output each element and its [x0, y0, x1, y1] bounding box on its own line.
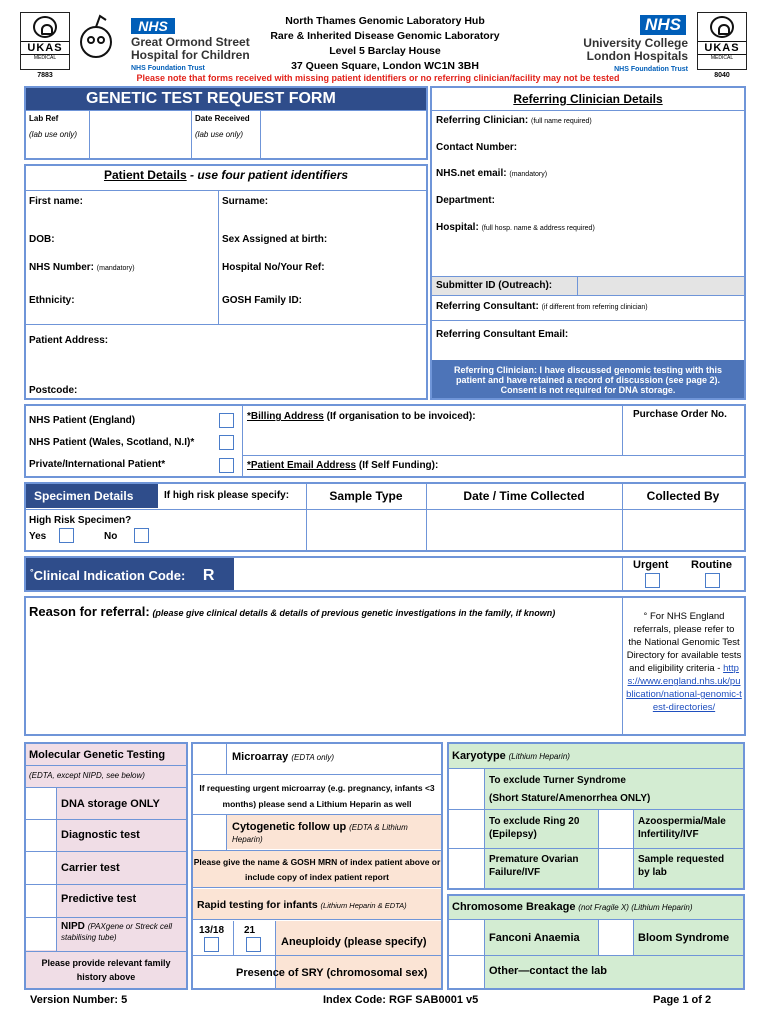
patient-email-label: *Patient Email Address: [247, 460, 357, 471]
azoospermia-label: Azoospermia/Male Infertility/IVF: [638, 816, 726, 840]
nipd-label: NIPD: [61, 921, 85, 932]
department-label: Department:: [436, 195, 495, 206]
uclh-name-line1: University College: [583, 36, 688, 50]
address-line: North Thames Genomic Laboratory Hub: [285, 15, 485, 27]
pof-checkbox[interactable]: [449, 849, 484, 888]
ukas-number-right: 8040: [714, 72, 730, 79]
pof-label: Premature Ovarian Failure/IVF: [489, 854, 579, 878]
test-directory-link[interactable]: https://www.england.nhs.uk/publication/national-genomic-test-directories/: [626, 663, 742, 713]
high-risk-specify-label: If high risk please specify:: [164, 490, 290, 501]
private-patient-checkbox[interactable]: [219, 458, 234, 473]
carrier-test-checkbox[interactable]: [26, 852, 56, 884]
sry-label: Presence of SRY (chromosomal sex): [236, 967, 428, 979]
missing-identifier-warning: Please note that forms received with missing patient identifiers or no referring clinician/facility may not be tested: [136, 73, 620, 83]
reason-for-referral-label: Reason for referral:: [29, 604, 150, 619]
family-history-note: Please provide relevant family history above: [41, 958, 171, 982]
date-time-header: Date / Time Collected: [463, 489, 585, 503]
clinician-declaration: Referring Clinician: I have discussed genomic testing with this patient and have retained a record of discussion (see page 2). Consent is not required for DNA storage.: [432, 360, 744, 398]
referring-clinician-note: (full name required): [531, 118, 592, 125]
ring20-label: To exclude Ring 20 (Epilepsy): [489, 816, 580, 840]
aneuploidy-label: Aneuploidy (please specify): [281, 936, 427, 948]
sample-type-header: Sample Type: [329, 489, 403, 503]
microarray-checkbox[interactable]: [193, 744, 226, 774]
sample-by-lab-label: Sample requested by lab: [638, 854, 725, 878]
lab-address: [245, 14, 525, 74]
nhs-logo-uclh: NHS: [640, 15, 686, 35]
ukas-number-left: 7883: [37, 72, 53, 79]
ukas-sub: MEDICAL: [33, 55, 57, 61]
bloom-label: Bloom Syndrome: [638, 932, 730, 944]
turner-criteria: (Short Stature/Amenorrhea ONLY): [489, 793, 651, 804]
diagnostic-test-label: Diagnostic test: [61, 829, 140, 841]
gosh-name-line1: Great Ormond Street: [131, 35, 250, 49]
surname-label: Surname:: [222, 196, 269, 207]
rapid-testing-label: Rapid testing for infants: [197, 899, 318, 911]
molecular-testing-title: Molecular Genetic Testing: [29, 749, 166, 761]
lab-ref-label: Lab Ref: [29, 114, 59, 123]
address-line: Rare & Inherited Disease Genomic Laboratory: [270, 30, 500, 42]
hospital-note: (full hosp. name & address required): [481, 225, 595, 232]
ukas-logo-left: [20, 12, 70, 70]
high-risk-no-label: No: [104, 531, 118, 542]
ring20-checkbox[interactable]: [449, 810, 484, 848]
ukas-label: UKAS: [21, 41, 69, 55]
submitter-id-label: Submitter ID (Outreach):: [436, 280, 553, 291]
azoospermia-checkbox[interactable]: [598, 810, 633, 848]
purchase-order-label: Purchase Order No.: [633, 409, 727, 420]
dna-storage-label: DNA storage ONLY: [61, 798, 160, 810]
test-directory-note: ° For NHS England referrals, please refer to the National Genomic Test Directory for available tests and eligibility criteria -: [626, 611, 742, 674]
predictive-test-label: Predictive test: [61, 893, 137, 905]
specimen-details-title: Specimen Details: [26, 484, 158, 508]
trisomy-21-checkbox[interactable]: [246, 937, 261, 952]
billing-address-label: *Billing Address: [247, 411, 324, 422]
reason-for-referral-note: (please give clinical details & details of previous genetic investigations in the family, if known): [152, 608, 556, 618]
ukas-logo-right: [697, 12, 747, 70]
referring-consultant-label: Referring Consultant:: [436, 301, 539, 312]
postcode-label: Postcode:: [29, 385, 78, 396]
referring-clinician-label: Referring Clinician:: [436, 115, 529, 126]
trisomy-13-18-label: 13/18: [199, 925, 225, 936]
carrier-test-label: Carrier test: [61, 862, 120, 874]
uclh-name-line2: London Hospitals: [586, 49, 688, 63]
ethnicity-label: Ethnicity:: [29, 295, 75, 306]
microarray-note: (EDTA only): [291, 753, 334, 762]
diagnostic-test-checkbox[interactable]: [26, 820, 56, 851]
karyotype-note: (Lithium Heparin): [508, 752, 570, 761]
first-name-label: First name:: [29, 196, 83, 207]
breakage-note: (not Fragile X) (Lithium Heparin): [578, 903, 693, 912]
nhs-email-note: (mandatory): [509, 171, 548, 178]
rapid-testing-note: (Lithium Heparin & EDTA): [320, 901, 407, 910]
predictive-test-checkbox[interactable]: [26, 885, 56, 917]
cytogenetic-followup-label: Cytogenetic follow up: [232, 821, 347, 833]
collected-by-header: Collected By: [646, 489, 720, 503]
high-risk-label: High Risk Specimen?: [29, 515, 132, 526]
nhs-logo-gosh: NHS: [131, 18, 175, 34]
urgent-label: Urgent: [633, 559, 669, 571]
nhs-email-label: NHS.net email:: [436, 168, 507, 179]
urgent-checkbox[interactable]: [645, 573, 660, 588]
molecular-testing-note: (EDTA, except NIPD, see below): [29, 771, 145, 780]
karyotype-label: Karyotype: [452, 750, 506, 762]
urgent-microarray-note: If requesting urgent microarray (e.g. pregnancy, infants <3 months) please send a Lithium Heparin as well: [199, 783, 435, 809]
dob-label: DOB:: [29, 234, 55, 245]
patient-address-label: Patient Address:: [29, 335, 109, 346]
form-title: GENETIC TEST REQUEST FORM: [26, 88, 426, 110]
index-patient-note: Please give the name & GOSH MRN of index patient above or include copy of index patient report: [193, 850, 441, 888]
gosh-logo-icon: [78, 12, 118, 64]
nipd-checkbox[interactable]: [26, 918, 56, 951]
gosh-name-line2: Hospital for Children: [131, 48, 250, 62]
nhs-number-note: (mandatory): [96, 265, 135, 272]
date-received-note: (lab use only): [195, 130, 244, 139]
cytogenetic-followup-note: (EDTA & Lithium Heparin): [232, 823, 408, 844]
turner-label: To exclude Turner Syndrome: [489, 775, 626, 786]
date-received-label: Date Received: [195, 114, 250, 123]
address-line: 37 Queen Square, London WC1N 3BH: [291, 60, 479, 72]
routine-label: Routine: [691, 559, 732, 571]
hospital-no-label: Hospital No/Your Ref:: [222, 262, 325, 273]
trisomy-21-label: 21: [244, 925, 256, 936]
referring-consultant-note: (if different from referring clinician): [541, 304, 648, 311]
gosh-trust: NHS Foundation Trust: [131, 65, 205, 72]
trisomy-13-18-checkbox[interactable]: [204, 937, 219, 952]
crown-icon: [33, 16, 57, 38]
referring-clinician-title: Referring Clinician Details: [513, 92, 663, 106]
nhs-number-label: NHS Number:: [29, 262, 95, 273]
nipd-note: (PAXgene or Streck cell stabilising tube): [61, 922, 173, 942]
consultant-email-label: Referring Consultant Email:: [436, 329, 569, 340]
dna-storage-checkbox[interactable]: [26, 788, 56, 819]
index-code: Index Code: RGF SAB0001 v5: [323, 994, 479, 1006]
other-contact-lab-label: Other—contact the lab: [489, 965, 607, 977]
fanconi-checkbox[interactable]: [449, 920, 484, 955]
billing-address-note: (If organisation to be invoiced):: [326, 411, 476, 422]
gosh-family-id-label: GOSH Family ID:: [222, 295, 303, 306]
patient-details-title: Patient Details: [103, 168, 187, 182]
referring-clinician-box: [430, 86, 746, 400]
lab-ref-note: (lab use only): [29, 130, 78, 139]
other-checkbox[interactable]: [449, 956, 484, 988]
uclh-trust: NHS Foundation Trust: [614, 66, 688, 73]
clinical-code-prefix: R: [202, 567, 215, 584]
contact-number-label: Contact Number:: [436, 142, 518, 153]
address-line: Level 5 Barclay House: [329, 45, 441, 57]
patient-details-subtitle: - use four patient identifiers: [190, 168, 349, 182]
private-patient-label: Private/International Patient*: [29, 459, 166, 470]
degree-symbol: °: [30, 567, 34, 577]
bloom-checkbox[interactable]: [598, 920, 633, 955]
routine-checkbox[interactable]: [705, 573, 720, 588]
crown-icon: [710, 16, 734, 38]
fanconi-label: Fanconi Anaemia: [489, 932, 580, 944]
nhs-england-label: NHS Patient (England): [29, 415, 136, 426]
cytogenetic-followup-checkbox[interactable]: [193, 815, 226, 849]
clinical-indication-label: Clinical Indication Code:: [33, 568, 186, 583]
turner-checkbox[interactable]: [449, 769, 484, 809]
ukas-sub: MEDICAL: [710, 55, 734, 61]
high-risk-no-checkbox[interactable]: [134, 528, 149, 543]
nhs-england-checkbox[interactable]: [219, 413, 234, 428]
page-number: Page 1 of 2: [653, 994, 712, 1006]
nhs-other-checkbox[interactable]: [219, 435, 234, 450]
sex-label: Sex Assigned at birth:: [222, 234, 328, 245]
high-risk-yes-checkbox[interactable]: [59, 528, 74, 543]
nhs-other-label: NHS Patient (Wales, Scotland, N.I)*: [29, 437, 195, 448]
by-lab-checkbox[interactable]: [598, 849, 633, 888]
hospital-label: Hospital:: [436, 222, 479, 233]
ukas-label: UKAS: [698, 41, 746, 55]
breakage-label: Chromosome Breakage: [452, 901, 576, 913]
high-risk-yes-label: Yes: [29, 531, 47, 542]
version-number: Version Number: 5: [30, 994, 128, 1006]
microarray-label: Microarray: [232, 751, 289, 763]
patient-email-note: (If Self Funding):: [358, 460, 439, 471]
